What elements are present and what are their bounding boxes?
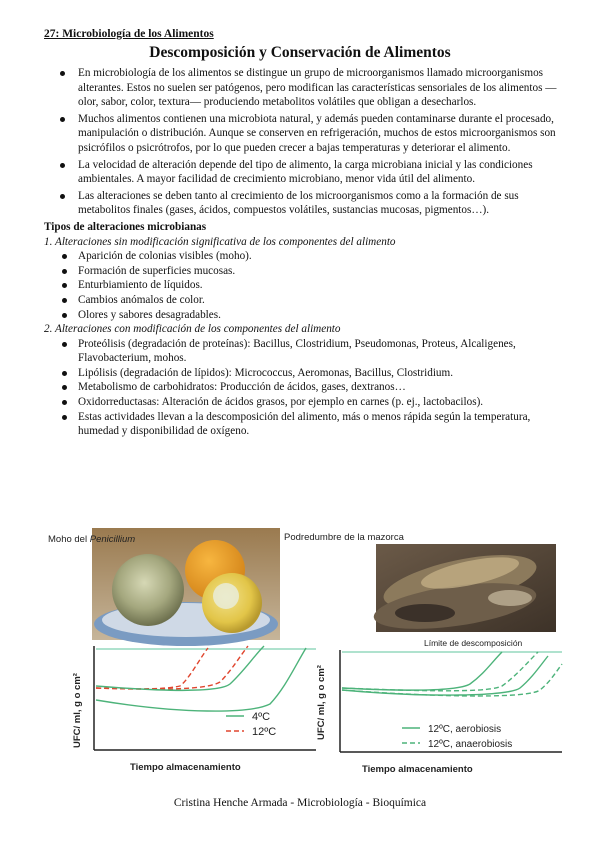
chart1-y-label: UFC/ ml, g o cm² xyxy=(72,673,83,748)
group1-list xyxy=(44,249,564,322)
corn-rot-photo xyxy=(371,544,556,637)
chart1-series-4c-line xyxy=(96,648,306,711)
group1-item: Cambios anómalos de color. xyxy=(44,293,564,308)
page-footer: Cristina Henche Armada - Microbiología - Bioquímica xyxy=(173,797,427,809)
chart2-x-label: Tiempo almacenamiento xyxy=(362,764,473,775)
photo1-caption: Moho del Penicillium xyxy=(48,534,136,545)
chart1-series-12c-line xyxy=(96,648,208,689)
group2-item: Oxidorreductasas: Alteración de ácidos grasos, por ejemplo en carnes (p. ej., lactobacilos). xyxy=(44,395,564,410)
group2-list xyxy=(44,337,564,439)
section-title: Tipos de alteraciones microbianas xyxy=(44,220,207,233)
chart2-legend-anaerobic: 12ºC, anaerobiosis xyxy=(428,739,513,750)
document-body xyxy=(44,66,564,439)
intro-bullet: Muchos alimentos contienen una microbiota natural, y además pueden contaminarse durante el procesado, manipulación o distribución. Aunque se conserven en refrigeración, muchos de estos microorganismos son psicrófilos o psicrótrofos, por lo que pueden crecer a bajas temperaturas y deteriorar el alimento. xyxy=(44,112,564,156)
photo2-caption: Podredumbre de la mazorca xyxy=(284,532,404,543)
intro-bullet: La velocidad de alteración depende del tipo de alimento, la carga microbiana inicial y las condiciones ambientales. A mayor facilidad de crecimiento microbiano, menor vida útil del alimento. xyxy=(44,158,564,187)
group2-item: Estas actividades llevan a la descomposición del alimento, más o menos rápida según la temperatura, humedad y disponibilidad de oxígeno. xyxy=(44,410,564,439)
chart2-legend-aerobic: 12ºC, aerobiosis xyxy=(428,724,502,735)
figure-panel xyxy=(40,528,570,788)
group2-item: Lipólisis (degradación de lípidos): Micrococcus, Aeromonas, Bacillus, Clostridium. xyxy=(44,366,564,381)
chart2-series-aerobic-line xyxy=(342,652,502,690)
group1-item: Aparición de colonias visibles (moho). xyxy=(44,249,564,264)
group2-heading: 2. Alteraciones con modificación de los componentes del alimento xyxy=(44,323,341,336)
penicillium-photo xyxy=(92,528,280,646)
decomposition-limit-label: Límite de descomposición xyxy=(424,638,523,648)
group1-item: Enturbiamiento de líquidos. xyxy=(44,278,564,293)
group1-item: Olores y sabores desagradables. xyxy=(44,308,564,323)
group2-item: Proteólisis (degradación de proteínas): Bacillus, Clostridium, Pseudomonas, Proteus, Alcaligenes, Flavobacterium, mohos. xyxy=(44,337,564,366)
chart1-legend-4c: 4ºC xyxy=(252,711,271,723)
intro-bullet-list xyxy=(44,66,564,218)
chapter-header: 27: Microbiología de los Alimentos xyxy=(44,28,214,40)
group1-heading: 1. Alteraciones sin modificación significativa de los componentes del alimento xyxy=(44,235,396,248)
chart1-series-4c-line xyxy=(96,646,264,690)
intro-bullet: Las alteraciones se deben tanto al crecimiento de los microorganismos como a la formación de sus metabolitos finales (gases, ácidos, compuestos volátiles, sustancias mucosas, pigmentos…). xyxy=(44,189,564,218)
chart2-series-anaerobic-line xyxy=(342,652,538,691)
chart2-y-label: UFC/ ml, g o cm² xyxy=(316,665,327,740)
page-title: Descomposición y Conservación de Alimentos xyxy=(149,44,451,61)
chart-temperature xyxy=(72,646,316,773)
group2-item: Metabolismo de carbohidratos: Producción de ácidos, gases, dextranos… xyxy=(44,380,564,395)
intro-bullet: En microbiología de los alimentos se distingue un grupo de microorganismos llamado microorganismos alterantes. Estos no suelen ser patógenos, pero modifican las características sensoriales de los alimentos —olor, sabor, color, textura— produciendo metabolitos volátiles que obligan a desecharlos. xyxy=(44,66,564,110)
group1-item: Formación de superficies mucosas. xyxy=(44,264,564,279)
chart-oxygen xyxy=(316,638,562,775)
chart1-legend-12c: 12ºC xyxy=(252,726,277,738)
chart1-series-12c-line xyxy=(96,646,248,689)
chart1-x-label: Tiempo almacenamiento xyxy=(130,762,241,773)
